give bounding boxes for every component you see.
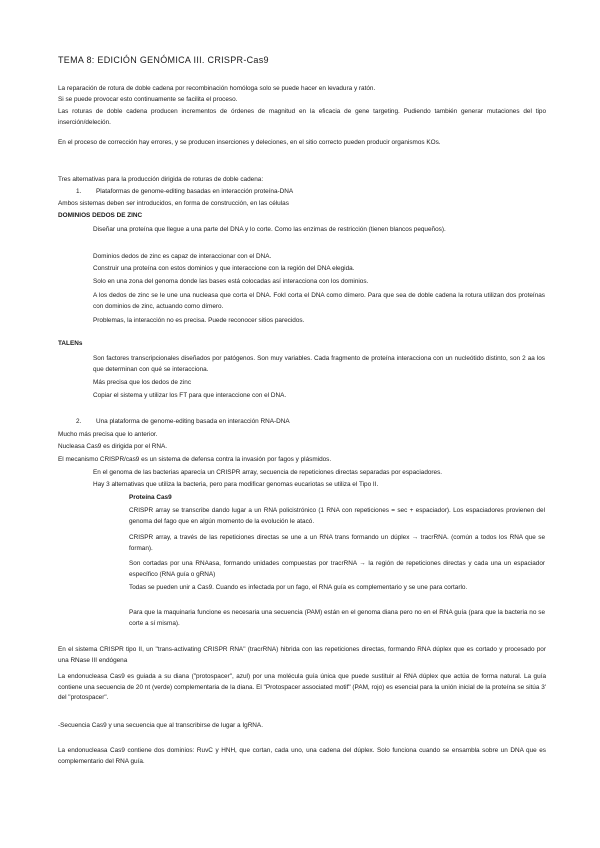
zinc-paragraph-6: Problemas, la interacción no es precisa. Puede reconocer sitios parecidos. <box>93 317 305 324</box>
bacteria-paragraph-1: En el genoma de las bacterias aparecía un CRISPR array, secuencia de repeticiones directas separadas por espaciadores. <box>93 469 443 476</box>
item2-note-2: Nucleasa Cas9 es dirigida por el RNA. <box>58 443 168 450</box>
page-title: TEMA 8: EDICIÓN GENÓMICA III. CRISPR-Cas9 <box>58 55 269 65</box>
zinc-paragraph-3: Construir una proteína con estos dominios y que interaccione con la región del DNA elegida. <box>93 265 355 272</box>
zinc-paragraph-4: Solo en una zona del genoma donde las bases está colocadas así interacciona con los dominios. <box>93 278 369 285</box>
sequence-note: -Secuencia Cas9 y una secuencia que al transcribirse de lugar a IgRNA. <box>58 722 263 729</box>
intro-paragraph-3: Las roturas de doble cadena producen incrementos de órdenes de magnitud en la eficacia de gene targeting. Pudiendo también generar mutaciones del tipo inserción/deleción. <box>58 108 546 126</box>
intro-paragraph-1: La reparación de rotura de doble cadena por recombinación homóloga solo se puede hacer en levadura y ratón. <box>58 85 376 92</box>
item1-note: Ambos sistemas deben ser introducidos, en forma de construcción, en las células <box>58 200 289 207</box>
list-item-2-number: 2. <box>76 418 82 425</box>
list-item-1-number: 1. <box>76 188 82 195</box>
list-item-1-text: Plataformas de genome-editing basadas en interacción proteína-DNA <box>96 188 294 195</box>
alternatives-intro: Tres alternativas para la producción dirigida de roturas de doble cadena: <box>58 176 264 183</box>
list-item-2-text: Una plataforma de genome-editing basada en interacción RNA-DNA <box>96 418 290 425</box>
talen-paragraph-3: Copiar el sistema y utilizar los FT para que interaccione con el DNA. <box>93 392 287 399</box>
list-item-2 <box>76 417 290 428</box>
zinc-heading: DOMINIOS DEDOS DE ZINC <box>58 212 143 219</box>
cas9-paragraph-4: Todas se pueden unir a Cas9. Cuando es infectada por un fago, el RNA guía es complementario y se une para cortarlo. <box>129 584 468 591</box>
item2-note-1: Mucho más precisa que lo anterior. <box>58 431 158 438</box>
talen-paragraph-2: Más precisa que los dedos de zinc <box>93 379 192 386</box>
intro-paragraph-4: En el proceso de corrección hay errores, y se producen inserciones y deleciones, en el sitio correcto pueden producir organismos KOs. <box>58 139 441 146</box>
domains-paragraph: La endonucleasa Cas9 contiene dos dominios: RuvC y HNH, que cortan, cada uno, una cadena del dúplex. Solo funciona cuando se ensambla sobre un DNA que es complementario del RNA guía. <box>58 747 546 765</box>
talen-paragraph-1: Son factores transcripcionales diseñados por patógenos. Son muy variables. Cada fragmento de proteína interacciona con un nucleótido distinto, son 2 aa los que determinan con qué se interacciona. <box>93 355 545 373</box>
item2-note-3: El mecanismo CRISPR/cas9 es un sistema de defensa contra la invasión por fagos y plásmidos. <box>58 456 332 463</box>
zinc-paragraph-2: Dominios dedos de zinc es capaz de interaccionar con el DNA. <box>93 253 272 260</box>
cas9-paragraph-5: Para que la maquinaria funcione es necesaria una secuencia (PAM) están en el genoma diana pero no en el RNA guía (para que la bacteria no se corte a sí misma). <box>129 609 545 627</box>
talen-heading: TALENs <box>58 340 83 347</box>
cas9-paragraph-2: CRISPR array, a través de las repeticiones directas se une a un RNA trans formando un dúplex → tracrRNA. (común a todos los RNA que se forman). <box>129 534 545 552</box>
list-item-1 <box>76 187 293 198</box>
zinc-paragraph-5: A los dedos de zinc se le une una nucleasa que corta el DNA. FokI corta el DNA como dímero. Para que sea de doble cadena la rotura utilizan dos proteínas con dominios de zinc, actuando como dímero. <box>93 292 545 310</box>
cas9-paragraph-1: CRISPR array se transcribe dando lugar a un RNA policistrónico (1 RNA con repeticiones = sec + espaciador). Los espaciadores provienen del genoma del fago que en algún momento de la evolución le atacó. <box>129 507 545 525</box>
zinc-paragraph-1: Diseñar una proteína que llegue a una parte del DNA y lo corte. Como las enzimas de restricción (tienen blancos pequeños). <box>93 226 446 233</box>
type2-paragraph-1: En el sistema CRISPR tipo II, un "trans-activating CRISPR RNA" (tracrRNA) hibrida con las repeticiones directas, formando RNA dúplex que es cortado y procesado por una RNase III endógena <box>58 646 546 664</box>
intro-paragraph-2: Si se puede provocar esto continuamente se facilita el proceso. <box>58 96 238 103</box>
cas9-paragraph-3: Son cortadas por una RNAasa, formando unidades compuestas por tracrRNA → la región de repeticiones directas y cada una un espaciador específico (RNA guía o gRNA) <box>129 560 545 578</box>
cas9-heading: Proteína Cas9 <box>129 494 172 501</box>
bacteria-paragraph-2: Hay 3 alternativas que utiliza la bacteria, pero para modificar genomas eucariotas se utiliza el Tipo II. <box>93 481 379 488</box>
type2-paragraph-2: La endonucleasa Cas9 es guiada a su diana ("protospacer", azul) por una molécula guía única que puede sustituir al RNA dúplex que actúa de forma natural. La guía contiene una secuencia de 20 nt (verde) complementaria de la diana. El "Protospacer associated motif" (PAM, rojo) es esencial para la unión inicial de la proteína se sitúa 3' del "protospacer". <box>58 673 546 702</box>
